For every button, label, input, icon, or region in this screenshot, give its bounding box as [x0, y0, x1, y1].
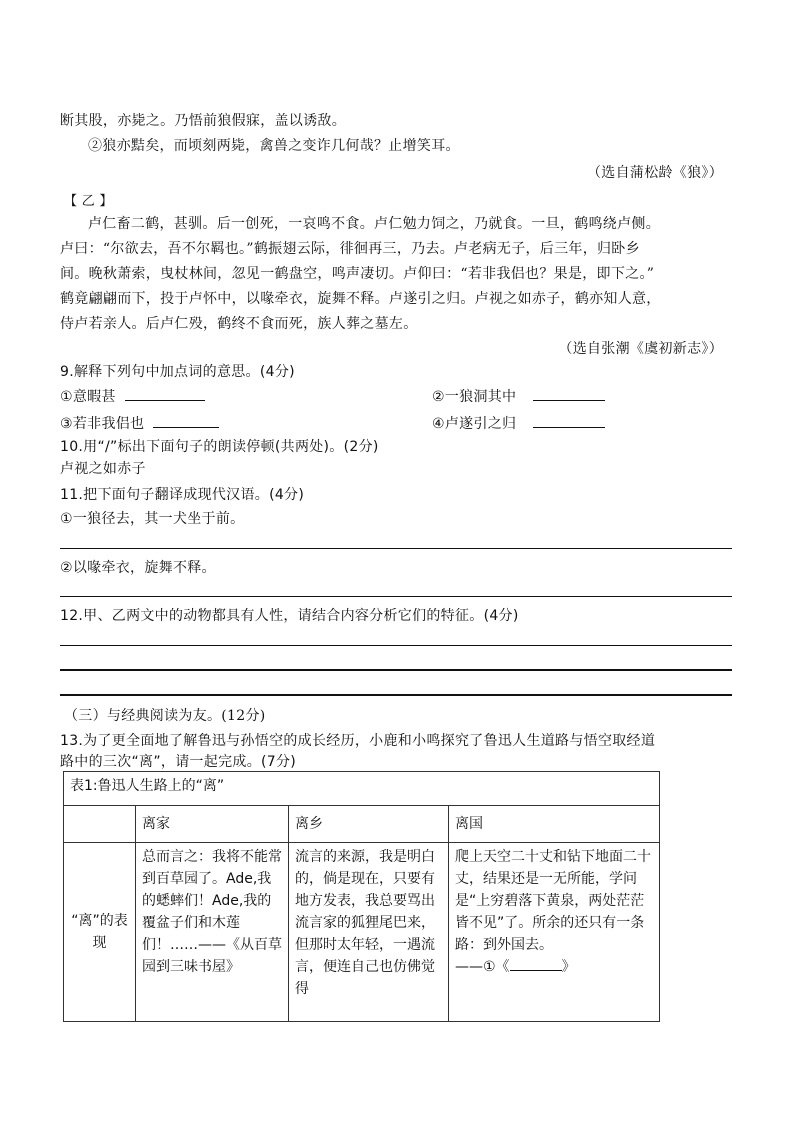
- answer-line[interactable]: [60, 694, 732, 696]
- table-header-cell: [64, 806, 136, 843]
- cell-home: 总而言之：我将不能常到百草园了。Ade,我的蟋蟀们！Ade,我的覆盆子们和木莲们！……——《从百草园到三味书屋》: [136, 843, 289, 1022]
- yi-text-line: 卢曰：“尔欲去，吾不尔羁也。”鹤振翅云际，徘徊再三，乃去。卢老病无子，后三年，归卧乡: [60, 241, 640, 257]
- answer-line[interactable]: [60, 548, 732, 549]
- q9-item: [60, 413, 219, 433]
- yi-text-line: 侍卢若亲人。后卢仁殁，鹤终不食而死，族人葬之墓左。: [60, 316, 418, 332]
- q13-text-line: 13.为了更全面地了解鲁迅与孙悟空的成长经历，小鹿和小鸣探究了鲁迅人生道路与悟空取经道: [60, 733, 656, 749]
- jia-text-line: ②狼亦黠矣，而顷刻两毙，禽兽之变诈几何哉？止增笑耳。: [88, 138, 460, 154]
- table-header-cell: 离家: [136, 806, 289, 843]
- answer-line[interactable]: [60, 596, 732, 597]
- cell-country-source-prefix: ——①《: [455, 959, 510, 975]
- answer-blank[interactable]: [153, 413, 219, 428]
- q10-title: 10.用“/”标出下面句子的朗读停顿(共两处)。(2分): [60, 439, 379, 455]
- table-row: [64, 843, 660, 1022]
- answer-blank[interactable]: [510, 956, 562, 971]
- q11-title: 11.把下面句子翻译成现代汉语。(4分): [60, 487, 305, 503]
- yi-text-line: 卢仁畜二鹤，甚驯。后一创死，一哀鸣不食。卢仁勉力饲之，乃就食。一旦，鹤鸣绕卢侧。: [88, 216, 660, 232]
- cell-country: [449, 843, 660, 1022]
- yi-source: （选自张潮《虞初新志》）: [558, 341, 723, 357]
- q9-item: [432, 413, 605, 433]
- jia-text-line: 断其股，亦毙之。乃悟前狼假寐，盖以诱敌。: [60, 113, 346, 129]
- table-header-cell: 离乡: [289, 806, 449, 843]
- luxun-table: [63, 771, 660, 1022]
- q9-item-label: ④卢遂引之归: [432, 416, 517, 432]
- row-label: “离”的表现: [64, 843, 136, 1022]
- q9-item-label: ①意暇甚: [60, 389, 116, 405]
- cell-country-source-suffix: 》: [561, 959, 576, 975]
- cell-hometown: 流言的来源，我是明白的，倘是现在，只要有地方发表，我总要骂出流言家的狐狸尾巴来，但那时太年轻，一遇流言，便连自己也仿佛觉得: [289, 843, 449, 1022]
- q10-sentence[interactable]: 卢视之如赤子: [60, 461, 146, 477]
- yi-text-line: 间。晚秋萧索，曳杖林间，忽见一鹤盘空，鸣声凄切。卢仰曰：“若非我侣也？果是，即下之。”: [60, 266, 655, 282]
- section-title: （三）与经典阅读为友。(12分): [64, 708, 266, 724]
- yi-text-line: 鹤竟翩翩而下，投于卢怀中，以喙牵衣，旋舞不释。卢遂引之归。卢视之如赤子，鹤亦知人意，: [60, 291, 661, 307]
- yi-label: 【 乙 】: [64, 194, 113, 209]
- answer-line[interactable]: [60, 669, 732, 671]
- q9-item-label: ②一狼洞其中: [432, 389, 517, 405]
- q9-item-label: ③若非我侣也: [60, 416, 145, 432]
- answer-blank[interactable]: [125, 386, 205, 401]
- jia-source: （选自蒲松龄《狼》）: [587, 165, 723, 181]
- answer-line[interactable]: [60, 645, 732, 646]
- answer-blank[interactable]: [533, 386, 605, 401]
- table-header-row: [64, 806, 660, 843]
- cell-country-text: 爬上天空二十丈和钻下地面二十丈，结果还是一无所能，学问是“上穷碧落下黄泉，两处茫茫皆不见”了。所余的还只有一条路：到外国去。: [455, 849, 651, 953]
- q11-item: ②以喙牵衣，旋舞不释。: [60, 560, 216, 576]
- q9-item: [60, 386, 205, 406]
- table-caption: 表1:鲁迅人生路上的“离”: [64, 772, 660, 806]
- q11-item: ①一狼径去，其一犬坐于前。: [60, 511, 245, 527]
- q13-text-line: 路中的三次“离”，请一起完成。(7分): [60, 754, 297, 770]
- q9-item: [432, 386, 605, 406]
- answer-blank[interactable]: [533, 413, 605, 428]
- table-header-cell: 离国: [449, 806, 660, 843]
- q9-title: 9.解释下列句中加点词的意思。(4分): [60, 364, 295, 380]
- q12-title: 12.甲、乙两文中的动物都具有人性，请结合内容分析它们的特征。(4分): [60, 608, 519, 624]
